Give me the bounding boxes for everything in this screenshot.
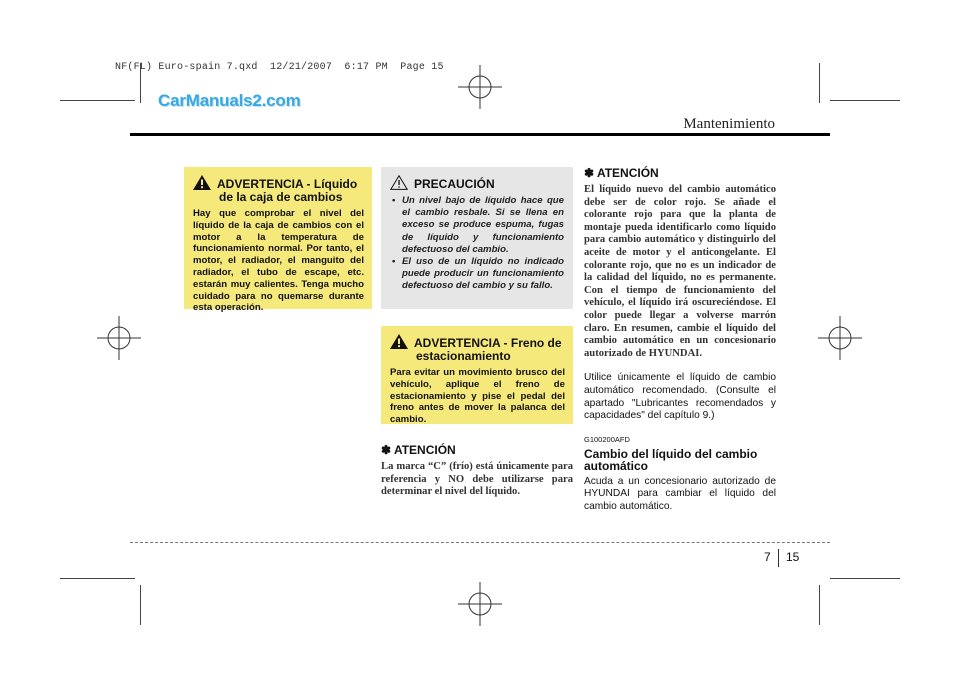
warning-title-line2: de la caja de cambios: [219, 190, 343, 204]
crop-mark: [819, 585, 820, 625]
atencion-title: ✽ ATENCIÓN: [584, 166, 659, 180]
atencion-title: ✽ ATENCIÓN: [381, 443, 456, 457]
crop-mark: [830, 100, 900, 101]
caution-icon: [390, 175, 408, 190]
warning-body: Para evitar un movimiento brusco del vehículo, aplique el freno de estacionamiento y pise el pedal del freno antes de mover la palanca del cambio.: [390, 367, 565, 426]
precaution-title-text: PRECAUCIÓN: [414, 177, 495, 191]
warning-box-parking-brake: [381, 326, 573, 424]
registration-mark-top: [458, 65, 502, 109]
header-rule: [130, 133, 830, 136]
registration-mark-right: [818, 316, 862, 360]
crop-mark: [60, 578, 135, 579]
subsection-heading: Cambio del líquido del cambio automático: [584, 446, 758, 473]
page-number: 15: [786, 550, 800, 564]
atencion-note-c: [381, 443, 573, 499]
section-title: Mantenimiento: [683, 116, 775, 132]
watermark-logo[interactable]: CarManuals2.com: [158, 91, 301, 110]
warning-box-transmission: [184, 167, 372, 314]
crop-mark: [830, 578, 900, 579]
precaution-item: • El uso de un líquido no indicado puede producir un funcionamiento defectuoso del cambio y su fallo.: [402, 256, 564, 293]
crop-mark: [819, 63, 820, 103]
warning-icon: [193, 175, 211, 190]
section-code: G100200AFD: [584, 434, 630, 444]
precaution-list: [390, 195, 564, 293]
precaution-box: [381, 167, 573, 309]
usage-paragraph: Utilice únicamente el líquido de cambio automático recomendado. (Consulte el apartado "Lubricantes recomendados y capacidades" del capítulo 9.): [584, 372, 776, 422]
chapter-number: 7: [764, 550, 771, 564]
atencion-body: El líquido nuevo del cambio automático debe ser de color rojo. Se añade el colorante rojo para que la planta de montaje pueda identificarlo como líquido para cambio automático y distinguirlo del aceite de motor y el anticongelante. El colorante rojo, que no es un indicador de la calidad del líquido, no es permanente. Con el tiempo de funcionamiento del vehículo, el líquido irá oscureciéndose. El color puede llegar a volverse marrón claro. En resumen, cambie el líquido del cambio automático en un concesionario autorizado de HYUNDAI.: [584, 184, 776, 359]
subsection-body: Acuda a un concesionario autorizado de HYUNDAI para cambiar el líquido del cambio automático.: [584, 475, 776, 512]
warning-icon: [390, 334, 408, 349]
warning-title-line1: ADVERTENCIA - Freno de: [414, 336, 562, 350]
crop-mark: [140, 585, 141, 625]
warning-title: [390, 334, 565, 363]
precaution-item: • Un nivel bajo de líquido hace que el cambio resbale. Si se llena en exceso se produce espuma, fugas de líquido y funcionamiento defectuoso del cambio.: [402, 195, 564, 256]
warning-body: Hay que comprobar el nivel del líquido de la caja de cambios con el motor a la temperatura de funcionamiento normal. Por tanto, el motor, el radiador, el manguito del radiador, el tubo de escape, etc. estarán muy calientes. Tenga mucho cuidado para no quemarse durante esta operación.: [193, 208, 364, 314]
registration-mark-bottom: [458, 582, 502, 626]
registration-mark-left: [97, 316, 141, 360]
warning-title: [193, 175, 364, 204]
precaution-title: [390, 175, 564, 191]
warning-title-line2: estacionamiento: [416, 349, 511, 363]
atencion-body: La marca “C” (frío) está únicamente para referencia y NO debe utilizarse para determinar el nivel del líquido.: [381, 461, 573, 498]
crop-mark: [60, 100, 135, 101]
footer-dashed-rule: [130, 542, 830, 543]
atencion-note-color: [584, 166, 776, 513]
warning-title-line1: ADVERTENCIA - Líquido: [217, 177, 358, 191]
file-info: NF(FL) Euro-spain 7.qxd 12/21/2007 6:17 PM Page 15: [115, 62, 444, 73]
page-number-divider: [778, 549, 779, 567]
